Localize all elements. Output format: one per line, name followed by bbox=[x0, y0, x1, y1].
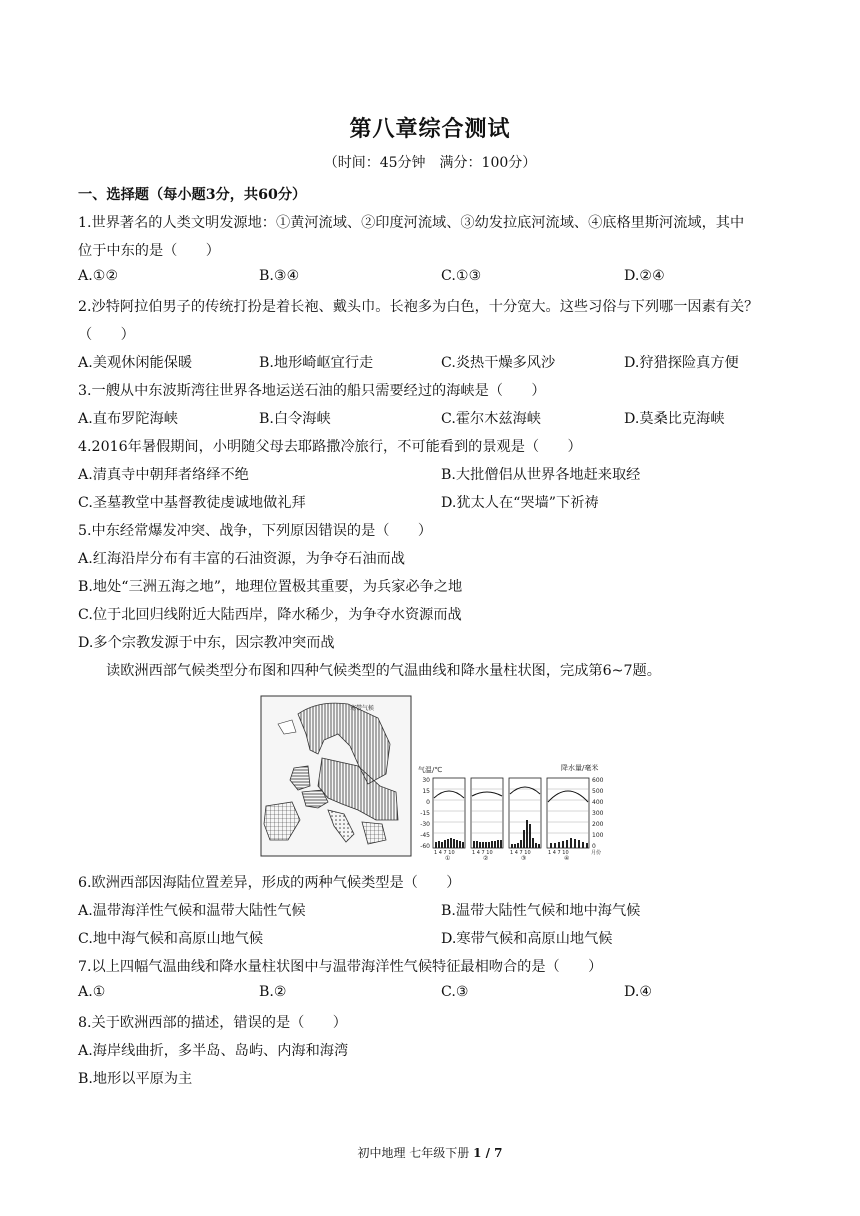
precip-tick: 400 bbox=[592, 799, 604, 806]
climate-panel-3 bbox=[509, 778, 541, 860]
temp-tick: -15 bbox=[420, 810, 430, 817]
precip-tick: 0 bbox=[592, 843, 596, 850]
climate-panel-2 bbox=[471, 778, 503, 860]
climate-figure bbox=[258, 694, 610, 860]
question-7-stem: 7.以上四幅气温曲线和降水量柱状图中与温带海洋性气候特征最相吻合的是（ ） bbox=[78, 959, 603, 975]
q4-option-b: B.大批僧侣从世界各地赶来取经 bbox=[441, 467, 641, 483]
question-6-stem: 6.欧洲西部因海陆位置差异，形成的两种气候类型是（ ） bbox=[78, 875, 461, 891]
month-unit: 月份 bbox=[591, 850, 602, 856]
q4-option-d: D.犹太人在“哭墙”下祈祷 bbox=[441, 495, 599, 511]
q2-option-c: C.炎热干燥多风沙 bbox=[441, 355, 556, 371]
panel-label-2: ② bbox=[483, 855, 489, 860]
climate-panel-1 bbox=[433, 778, 465, 860]
question-2-stem: 2.沙特阿拉伯男子的传统打扮是着长袍、戴头巾。长袍多为白色，十分宽大。这些习俗与下列哪一因素有关？ bbox=[78, 299, 759, 315]
precipitation-ticks bbox=[592, 777, 604, 850]
temperature-ticks bbox=[420, 777, 430, 850]
precip-tick: 600 bbox=[592, 777, 604, 784]
q7-option-b: B.② bbox=[259, 984, 287, 1000]
section-heading: 一、选择题（每小题3分，共60分） bbox=[78, 187, 307, 203]
q4-option-a: A.清真寺中朝拜者络绎不绝 bbox=[78, 467, 249, 483]
month-ticks: 1 4 7 10 bbox=[548, 850, 569, 856]
page-number: 1 / 7 bbox=[473, 1146, 503, 1160]
q7-option-a: A.① bbox=[78, 984, 106, 1000]
temp-tick: -60 bbox=[420, 843, 430, 850]
panel-label-3: ③ bbox=[521, 855, 527, 860]
q2-option-b: B.地形崎岖宜行走 bbox=[259, 355, 374, 371]
question-1-stem-cont: 位于中东的是（ ） bbox=[78, 243, 220, 259]
q1-option-a: A.①② bbox=[78, 268, 119, 284]
q1-option-c: C.①③ bbox=[441, 268, 482, 284]
q7-option-d: D.④ bbox=[624, 984, 653, 1000]
temp-tick: 30 bbox=[422, 777, 430, 784]
q1-option-d: D.②④ bbox=[624, 268, 665, 284]
panel-label-1: ① bbox=[445, 855, 451, 860]
temp-tick: 15 bbox=[422, 788, 430, 795]
question-5-stem: 5.中东经常爆发冲突、战争，下列原因错误的是（ ） bbox=[78, 523, 433, 539]
q6-option-a: A.温带海洋性气候和温带大陆性气候 bbox=[78, 903, 306, 919]
map-legend-label: 寒带气候 bbox=[350, 705, 375, 712]
page-subtitle: （时间：45分钟 满分：100分） bbox=[323, 155, 537, 171]
q1-option-b: B.③④ bbox=[259, 268, 300, 284]
precip-tick: 500 bbox=[592, 788, 604, 795]
q2-option-a: A.美观休闲能保暖 bbox=[78, 355, 193, 371]
question-4-stem: 4.2016年暑假期间，小明随父母去耶路撒冷旅行，不可能看到的景观是（ ） bbox=[78, 439, 582, 455]
month-ticks: 1 4 7 10 bbox=[510, 850, 531, 856]
q3-option-b: B.白令海峡 bbox=[259, 411, 331, 427]
temp-tick: 0 bbox=[426, 799, 430, 806]
temp-tick: -45 bbox=[420, 832, 430, 839]
q8-option-b: B.地形以平原为主 bbox=[78, 1071, 193, 1087]
climate-figure-svg bbox=[258, 694, 610, 860]
footer-subject: 初中地理 七年级下册 bbox=[357, 1146, 474, 1160]
precip-tick: 100 bbox=[592, 832, 604, 839]
month-ticks: 1 4 7 10 bbox=[434, 850, 455, 856]
europe-climate-map bbox=[261, 696, 411, 856]
temp-tick: -30 bbox=[420, 821, 430, 828]
intro-6-7: 读欧洲西部气候类型分布图和四种气候类型的气温曲线和降水量柱状图，完成第6~7题。 bbox=[106, 663, 661, 679]
q3-option-c: C.霍尔木兹海峡 bbox=[441, 411, 541, 427]
q5-option-c: C.位于北回归线附近大陆西岸，降水稀少，为争夺水资源而战 bbox=[78, 607, 462, 623]
q5-option-a: A.红海沿岸分布有丰富的石油资源，为争夺石油而战 bbox=[78, 551, 405, 567]
q6-option-b: B.温带大陆性气候和地中海气候 bbox=[441, 903, 641, 919]
question-8-stem: 8.关于欧洲西部的描述，错误的是（ ） bbox=[78, 1015, 347, 1031]
month-ticks: 1 4 7 10 bbox=[472, 850, 493, 856]
q7-option-c: C.③ bbox=[441, 984, 469, 1000]
question-2-stem-cont: （ ） bbox=[78, 327, 135, 343]
q4-option-c: C.圣墓教堂中基督教徒虔诚地做礼拜 bbox=[78, 495, 306, 511]
q8-option-a: A.海岸线曲折，多半岛、岛屿、内海和海湾 bbox=[78, 1043, 349, 1059]
precip-tick: 300 bbox=[592, 810, 604, 817]
q5-option-b: B.地处“三洲五海之地”，地理位置极其重要，为兵家必争之地 bbox=[78, 579, 463, 595]
question-3-stem: 3.一艘从中东波斯湾往世界各地运送石油的船只需要经过的海峡是（ ） bbox=[78, 383, 546, 399]
q6-option-d: D.寒带气候和高原山地气候 bbox=[441, 931, 613, 947]
temperature-axis-label: 气温/℃ bbox=[418, 766, 443, 774]
q6-option-c: C.地中海气候和高原山地气候 bbox=[78, 931, 264, 947]
q5-option-d: D.多个宗教发源于中东，因宗教冲突而战 bbox=[78, 635, 335, 651]
page-title: 第八章综合测试 bbox=[349, 116, 511, 142]
panel-label-4: ④ bbox=[564, 855, 570, 860]
page-footer bbox=[0, 1144, 860, 1161]
question-1-stem: 1.世界著名的人类文明发源地：①黄河流域、②印度河流域、③幼发拉底河流域、④底格里斯河流域，其中 bbox=[78, 215, 745, 231]
q3-option-d: D.莫桑比克海峡 bbox=[624, 411, 725, 427]
q3-option-a: A.直布罗陀海峡 bbox=[78, 411, 178, 427]
precip-tick: 200 bbox=[592, 821, 604, 828]
q2-option-d: D.狩猎探险真方便 bbox=[624, 355, 739, 371]
precipitation-axis-label: 降水量/毫米 bbox=[561, 764, 599, 772]
